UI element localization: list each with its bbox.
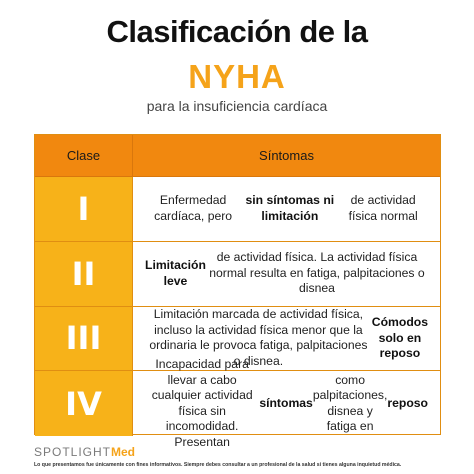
table-row xyxy=(35,357,440,449)
symptom-highlight: Limitación leve xyxy=(145,258,206,288)
subtitle: para la insuficiencia cardíaca xyxy=(146,98,328,114)
logo-text: SPOTLIGHT xyxy=(34,445,112,459)
class-numeral: III xyxy=(35,307,133,371)
symptoms-cell xyxy=(133,357,440,449)
header-class: Clase xyxy=(35,135,133,176)
logo-accent-text: Med xyxy=(111,445,136,459)
title-acronym: NYHA xyxy=(188,58,286,95)
symptom-text: de actividad física. La actividad física normal resulta en fatiga, palpitaciones o disnea xyxy=(209,250,425,296)
brand-logo xyxy=(34,445,135,459)
table-row xyxy=(35,242,440,307)
symptom-highlight: síntomas xyxy=(259,395,313,410)
header-symptoms: Síntomas xyxy=(259,148,314,163)
symptom-text: como palpitaciones, disnea y fatiga en xyxy=(312,372,388,434)
symptom-text: Enfermedad cardíaca, pero xyxy=(154,193,233,223)
disclaimer: Lo que presentamos fue únicamente con fines informativos. Siempre debes consultar a un profesional de la salud si tienes alguna inquietud médica. xyxy=(34,462,402,468)
symptoms-cell xyxy=(133,242,440,306)
classification-table xyxy=(34,134,441,449)
table-row xyxy=(35,177,440,242)
symptom-highlight: reposo xyxy=(387,395,428,410)
symptom-text: de actividad física normal xyxy=(348,193,418,223)
class-numeral: II xyxy=(35,242,133,306)
symptom-text: Limitación marcada de actividad física, incluso la actividad física menor que la ordinaria le provoca fatiga, palpitaciones o disnea. xyxy=(149,307,368,368)
symptom-highlight: Cómodos solo en reposo xyxy=(371,315,428,361)
table-body xyxy=(35,177,440,449)
class-numeral: IV xyxy=(35,371,133,436)
symptom-text: Incapacidad para llevar a cabo cualquier actividad física sin incomodidad. Presentan xyxy=(151,357,253,449)
title: Clasificación de la xyxy=(106,14,368,49)
class-numeral: I xyxy=(35,177,133,241)
table-header xyxy=(35,135,440,177)
symptoms-cell xyxy=(133,177,440,241)
symptom-highlight: sin síntomas ni limitación xyxy=(245,193,335,223)
